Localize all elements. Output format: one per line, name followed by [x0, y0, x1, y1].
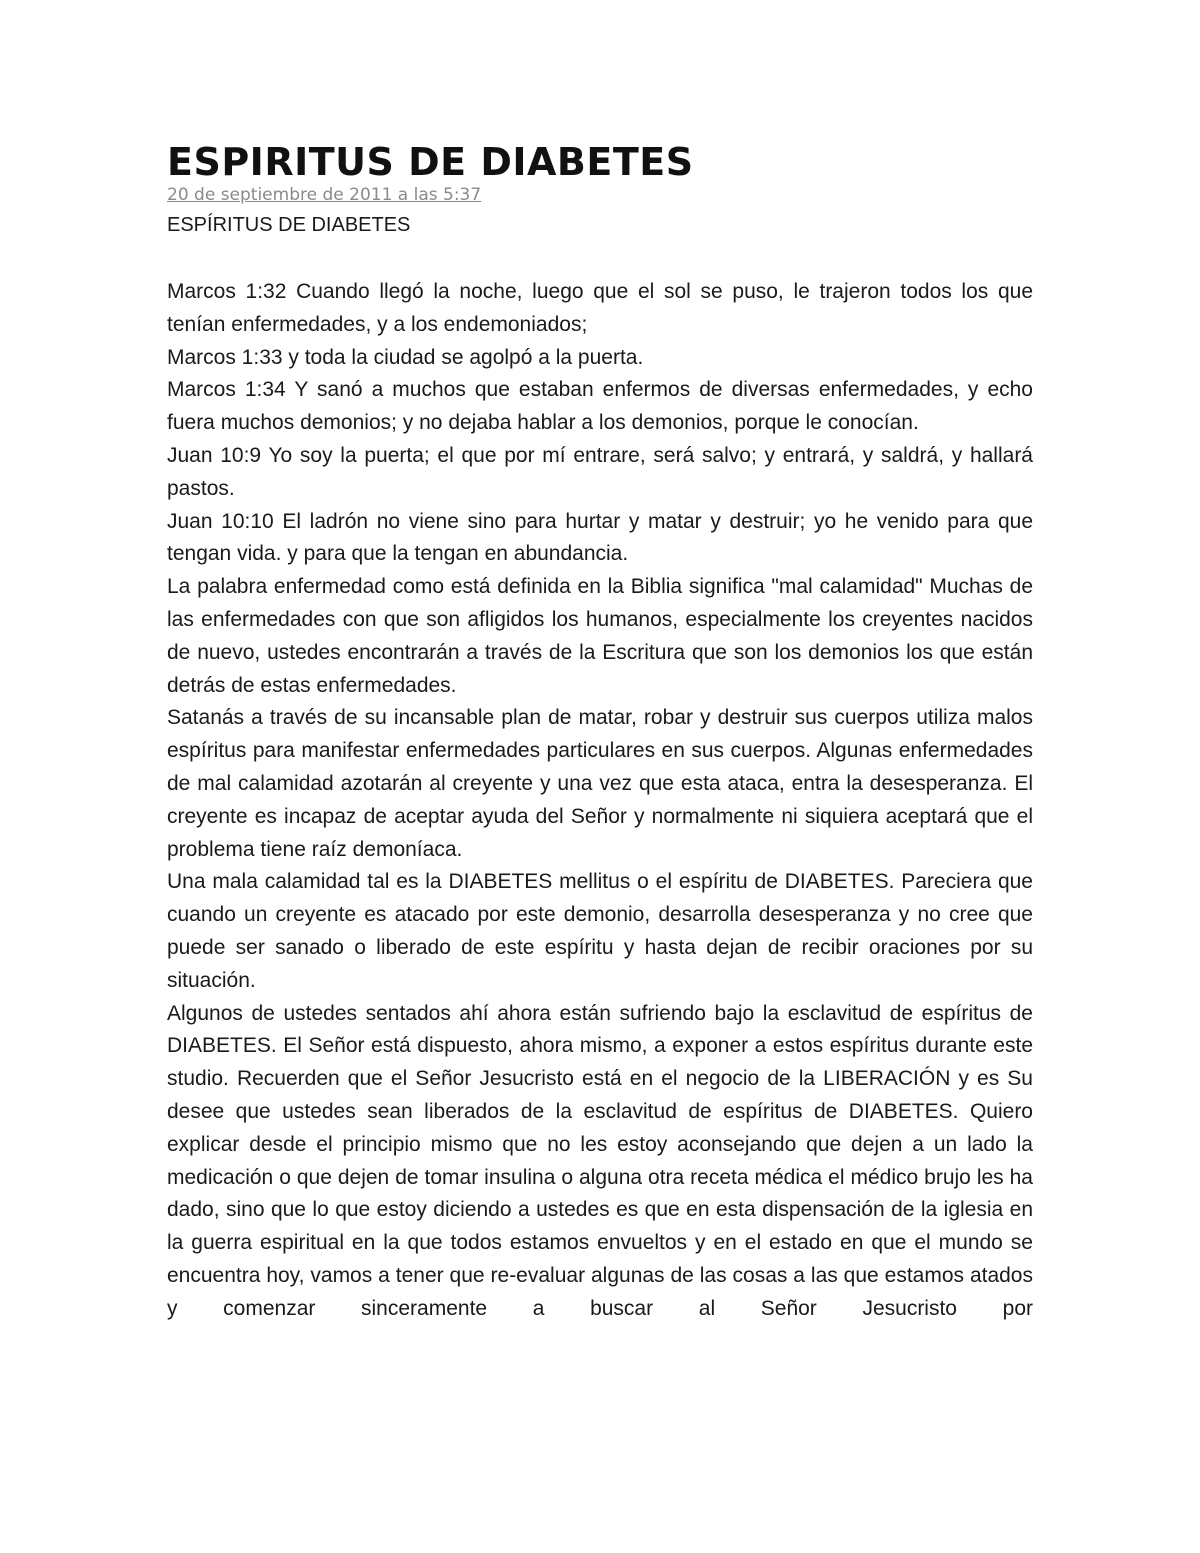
paragraph: Juan 10:9 Yo soy la puerta; el que por mí entrare, será salvo; y entrará, y saldrá, y hallará pastos. [167, 443, 1033, 500]
post-date-link[interactable]: 20 de septiembre de 2011 a las 5:37 [167, 185, 482, 205]
paragraph: Satanás a través de su incansable plan de matar, robar y destruir sus cuerpos utiliza malos espíritus para manifestar enfermedades particulares en sus cuerpos. Algunas enfermedades de mal calamidad azotarán al creyente y una vez que esta ataca, entra la desesperanza. El creyente es incapaz de aceptar ayuda del Señor y normalmente ni siquiera aceptará que el problema tiene raíz demoníaca. [167, 706, 1033, 861]
paragraph: Marcos 1:32 Cuando llegó la noche, luego que el sol se puso, le trajeron todos los que tenían enfermedades, y a los endemoniados; [167, 280, 1033, 336]
document-page [167, 140, 1033, 1326]
paragraph: Marcos 1:33 y toda la ciudad se agolpó a la puerta. [167, 345, 644, 369]
paragraph: Juan 10:10 El ladrón no viene sino para hurtar y matar y destruir; yo he venido para que tengan vida. y para que la tengan en abundancia. [167, 509, 1033, 566]
paragraph: La palabra enfermedad como está definida en la Biblia significa "mal calamidad" Muchas de las enfermedades con que son afligidos los humanos, especialmente los creyentes nacidos de nuevo, ustedes encontrarán a través de la Escritura que son los demonios los que están detrás de estas enfermedades. [167, 575, 1033, 697]
paragraph: Marcos 1:34 Y sanó a muchos que estaban enfermos de diversas enfermedades, y echo fuera muchos demonios; y no dejaba hablar a los demonios, porque le conocían. [167, 378, 1033, 435]
document-title: ESPIRITUS DE DIABETES [167, 140, 694, 184]
paragraph: Una mala calamidad tal es la DIABETES mellitus o el espíritu de DIABETES. Pareciera que cuando un creyente es atacado por este demonio, desarrolla desesperanza y no cree que puede ser sanado o liberado de este espíritu y hasta dejan de recibir oraciones por su situación. [167, 870, 1033, 992]
paragraph: Algunos de ustedes sentados ahí ahora están sufriendo bajo la esclavitud de espíritus de DIABETES. El Señor está dispuesto, ahora mismo, a exponer a estos espíritus durante este studio. Recuerden que el Señor Jesucristo está en el negocio de la LIBERACIÓN y es Su desee que ustedes sean liberados de la esclavitud de espíritus de DIABETES. Quiero explicar desde el principio mismo que no les estoy aconsejando que dejen a un lado la medicación o que dejen de tomar insulina o alguna otra receta médica el médico brujo les ha dado, sino que lo que estoy diciendo a ustedes es que en esta dispensación de la iglesia en la guerra espiritual en la que todos estamos envueltos y en el estado en que el mundo se encuentra hoy, vamos a tener que re-evaluar algunas de las cosas a las que estamos atados y comenzar sinceramente a buscar al Señor Jesucristo por [167, 1001, 1033, 1320]
document-subtitle: ESPÍRITUS DE DIABETES [167, 214, 411, 236]
document-body [167, 276, 1033, 1326]
